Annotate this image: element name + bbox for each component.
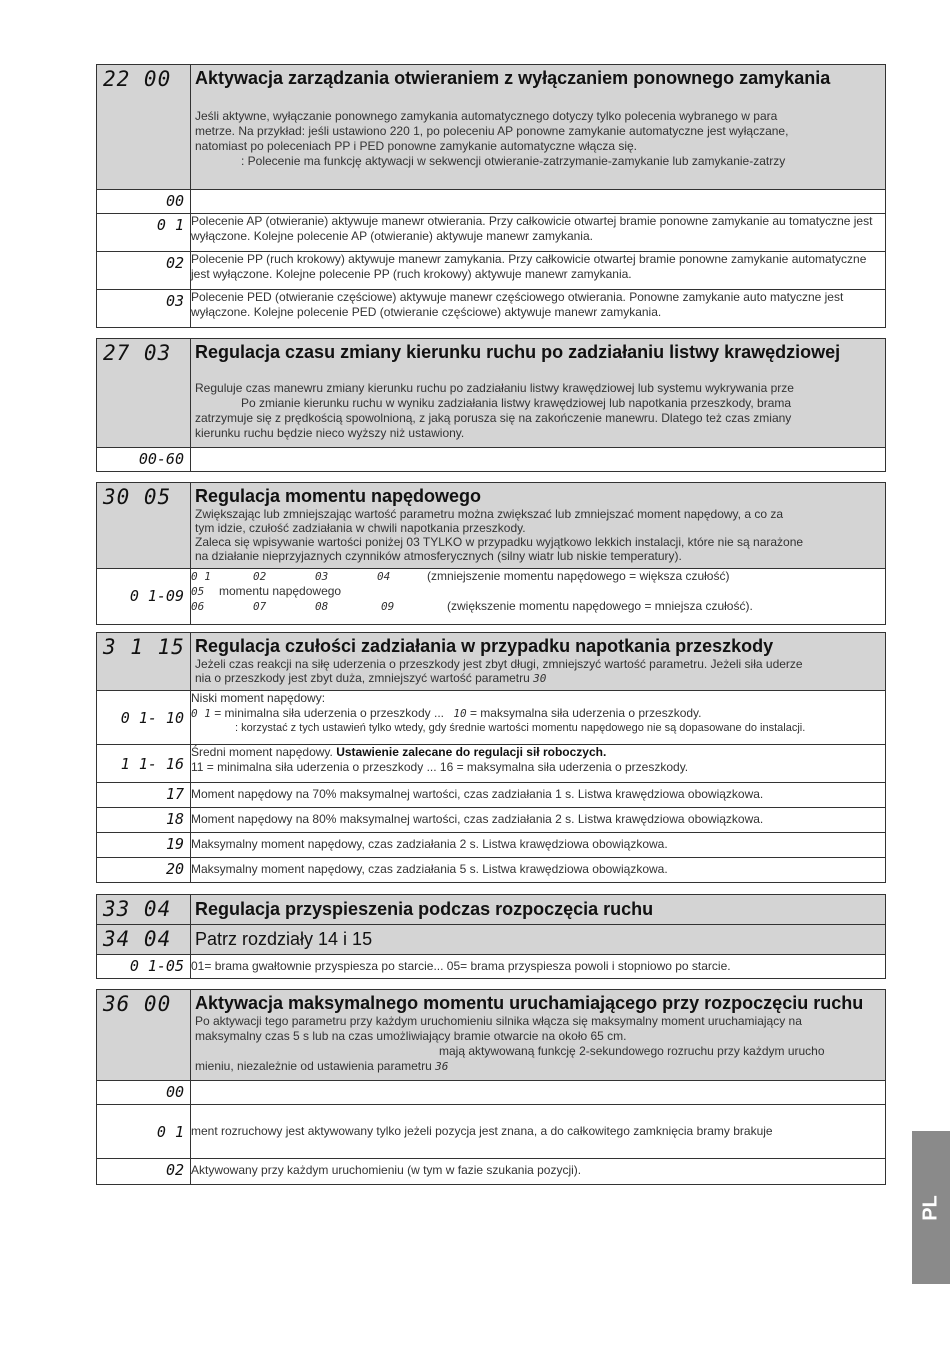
param-code: 30 05 [97,483,191,569]
param-header [191,483,886,569]
option-code: 0 1 [97,1105,191,1159]
desc-line: Po zmianie kierunku ruchu w wyniku zadziałania listwy krawędziowej lub napotkania przeszkody, brama [241,396,792,410]
option-code: 20 [97,858,191,883]
option-text [191,745,886,783]
option-code: 0 1- 10 [97,691,191,745]
param-description [191,657,885,688]
desc-line: maksymalny czas 5 s lub na czas umożliwiający bramie otwarcie na około 65 cm. [195,1029,627,1043]
param-description [191,363,885,443]
option-text: Polecenie PED (otwieranie częściowe) aktywuje manewr częściowego otwierania. Ponowne zamykanie auto matyczne jest wyłączone. Kolejne polecenie PED (otwieranie częściowe) aktywuje manewr zamykania. [191,290,886,328]
option-note: Średni moment napędowy. [191,745,333,759]
param-table-36 [96,989,886,1185]
desc-line: : Polecenie ma funkcję aktywacji w sekwencji otwieranie-zatrzymanie-zamykanie lub zamykanie-zatrzy [241,154,786,168]
param-table-27 [96,338,886,472]
param-header [191,65,886,190]
option-code: 03 [97,290,191,328]
option-line: Niski moment napędowy: [191,691,326,705]
param-title: Regulacja momentu napędowego [195,486,482,506]
option-note: momentu napędowego [219,584,342,598]
desc-line [195,1059,881,1074]
option-text [191,448,886,472]
option-note: = maksymalna siła uderzenia o przeszkody. [469,706,702,720]
value-code: 06 [191,600,205,613]
language-tab-label: PL [919,1194,942,1221]
option-line [191,569,885,584]
param-description [191,89,885,171]
option-text: Moment napędowy na 70% maksymalnej wartości, czas zadziałania 1 s. Listwa krawędziowa obowiązkowa. [191,783,886,808]
option-text [191,190,886,214]
param-header [191,990,886,1081]
desc-line: mają aktywowaną funkcję 2-sekundowego rozruchu przy każdym urucho [439,1044,825,1058]
desc-line: Jeśli aktywne, wyłączanie ponownego zamykania automatycznego dotyczy tylko polecenia wybranego w para [195,109,778,123]
option-text: 01= brama gwałtownie przyspiesza po starcie... 05= brama przyspiesza powoli i stopniowo po starcie. [191,955,886,979]
param-table-33 [96,894,886,979]
value-code: 0 1 [191,570,211,583]
desc-line: metrze. Na przykład: jeśli ustawiono 220 1, po poleceniu AP ponowne zamykanie automatyczne jest wyłączane, [195,124,789,138]
param-description [191,1014,885,1076]
option-text: Polecenie AP (otwieranie) aktywuje manewr otwierania. Przy całkowicie otwartej bramie ponowne zamykanie au tomatyczne jest wyłączone. Kolejne polecenie AP (otwieranie) aktywuje manewr zamykania. [191,214,886,252]
desc-line: Jeżeli czas reakcji na siłę uderzenia o przeszkody jest zbyt długi, zmniejszyć wartość parametru. Jeżeli siła uderze [195,657,803,671]
value-code: 04 [377,570,391,583]
value-code: 05 [191,585,205,598]
param-header [191,925,886,955]
option-code: 1 1- 16 [97,745,191,783]
option-code: 00 [97,190,191,214]
value-code: 0 1 [191,707,211,720]
option-code: 0 1-09 [97,569,191,625]
desc-line: zatrzymuje się z prędkością spowolnioną, z jaką porusza się na zakończenie manewru. Dlatego też czas zmiany [195,411,792,425]
option-note: = minimalna siła uderzenia o przeszkody ... [214,706,444,720]
option-code: 00-60 [97,448,191,472]
option-line [191,584,885,599]
param-code: 36 00 [97,990,191,1081]
option-note: (zmniejszenie momentu napędowego = większa czułość) [427,569,730,583]
param-header [191,895,886,925]
value-code: 08 [315,600,329,613]
option-line [191,745,885,760]
param-title: Aktywacja maksymalnego momentu uruchamiającego przy rozpoczęciu ruchu [195,993,864,1013]
option-line [191,599,885,614]
option-line: : korzystać z tych ustawień tylko wtedy, gdy średnie wartości momentu napędowego nie są dopasowane do instalacji. [235,722,806,734]
option-text: Polecenie PP (ruch krokowy) aktywuje manewr zamykania. Przy całkowicie otwartej bramie ponowne zamykanie automatyczne jest wyłączone. Kolejne polecenie PP (ruch krokowy) aktywuje manewr zamykania. [191,252,886,290]
value-code: 30 [533,672,547,685]
option-note: (zwiększenie momentu napędowego = mniejsza czułość). [447,599,753,613]
param-description [191,507,885,565]
option-text [191,569,886,625]
value-code: 09 [381,600,395,613]
param-title: Regulacja czułości zadziałania w przypadku napotkania przeszkody [195,636,774,656]
param-title: Patrz rozdziały 14 i 15 [195,929,373,949]
option-text [191,1081,886,1105]
param-header [191,339,886,448]
param-code: 22 00 [97,65,191,190]
value-code: 07 [253,600,267,613]
option-text: Maksymalny moment napędowy, czas zadziałania 2 s. Listwa krawędziowa obowiązkowa. [191,833,886,858]
desc-line: na działanie nieprzyjaznych czynników atmosferycznych (silny wiatr lub niskie temperatury). [195,549,682,563]
language-tab [912,1131,950,1284]
option-text: ment rozruchowy jest aktywowany tylko jeżeli pozycja jest znana, a do całkowitego zamknięcia bramy brakuje [191,1105,886,1159]
option-text: Moment napędowy na 80% maksymalnej wartości, czas zadziałania 2 s. Listwa krawędziowa obowiązkowa. [191,808,886,833]
option-code: 18 [97,808,191,833]
param-code: 27 03 [97,339,191,448]
option-line [191,706,885,721]
option-text [191,691,886,745]
desc-text: nia o przeszkody jest zbyt duża, zmniejszyć wartość parametru [195,671,530,685]
param-header [191,633,886,691]
desc-line: Zwiększając lub zmniejszając wartość parametru można zwiększać lub zmniejszać moment napędowy, a co za [195,507,784,521]
desc-line: Zaleca się wpisywanie wartości poniżej 03 TYLKO w przypadku wyjątkowo lekkich instalacji, które nie są narażone [195,535,804,549]
param-title: Aktywacja zarządzania otwieraniem z wyłączaniem ponownego zamykania [195,68,831,88]
desc-line: natomiast po poleceniach PP i PED ponowne zamykanie automatyczne włącza się. [195,139,638,153]
param-title: Regulacja przyspieszenia podczas rozpoczęcia ruchu [195,899,654,919]
param-code: 34 04 [97,925,191,955]
option-code: 02 [97,252,191,290]
param-code: 33 04 [97,895,191,925]
desc-line: Reguluje czas manewru zmiany kierunku ruchu po zadziałaniu listwy krawędziowej lub systemu wykrywania prze [195,381,794,395]
option-code: 19 [97,833,191,858]
option-text: Maksymalny moment napędowy, czas zadziałania 5 s. Listwa krawędziowa obowiązkowa. [191,858,886,883]
desc-line [195,671,881,686]
desc-line: kierunku ruchu będzie nieco wyższy niż ustawiony. [195,426,465,440]
param-code: 3 1 15 [97,633,191,691]
param-table-22 [96,64,886,328]
value-code: 10 [453,707,467,720]
param-table-31 [96,632,886,883]
value-code: 03 [315,570,329,583]
option-code: 17 [97,783,191,808]
option-code: 00 [97,1081,191,1105]
desc-line: tym idzie, czułość zadziałania w chwili napotkania przeszkody. [195,521,526,535]
value-code: 02 [253,570,267,583]
value-code: 36 [435,1060,449,1073]
option-text: Aktywowany przy każdym uruchomieniu (w tym w fazie szukania pozycji). [191,1159,886,1185]
option-code: 0 1 [97,214,191,252]
param-table-30 [96,482,886,625]
option-code: 02 [97,1159,191,1185]
desc-text: mieniu, niezależnie od ustawienia parametru [195,1059,432,1073]
option-code: 0 1-05 [97,955,191,979]
option-line: 11 = minimalna siła uderzenia o przeszkody ... 16 = maksymalna siła uderzenia o przeszkody. [191,760,689,774]
param-title: Regulacja czasu zmiany kierunku ruchu po zadziałaniu listwy krawędziowej [195,342,841,362]
desc-line: Po aktywacji tego parametru przy każdym uruchomieniu silnika włącza się maksymalny moment uruchamiający na [195,1014,802,1028]
option-recommendation: Ustawienie zalecane do regulacji sił roboczych. [336,745,607,759]
